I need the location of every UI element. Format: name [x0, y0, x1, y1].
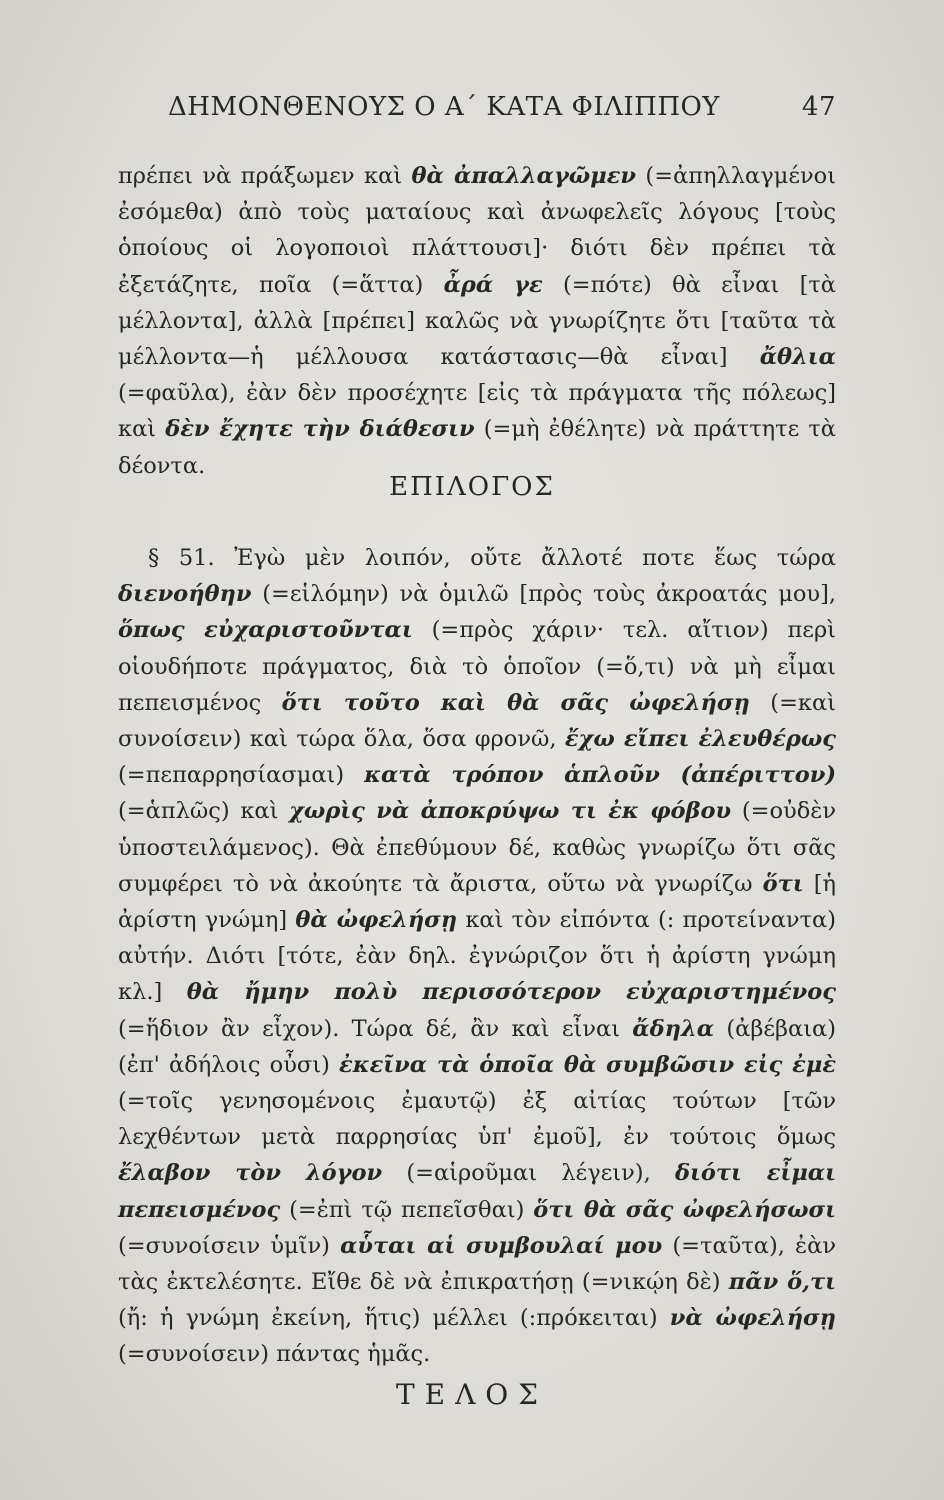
paragraph-2-text: [118, 540, 836, 1373]
page-number: 47: [801, 92, 836, 122]
emphasized-phrase: ἔλαβον τὸν λόγον: [118, 1160, 383, 1187]
text-run: πρέπει νὰ πράξωμεν καὶ: [118, 163, 412, 189]
text-run: (=ἐπὶ τῷ πεπεῖσθαι): [280, 1196, 534, 1223]
text-run: (=ἁπλῶς) καὶ: [118, 798, 290, 825]
text-run: (ἀβέβαια) (ἐπ' ἀδήλοις οὖσι): [118, 1015, 836, 1078]
running-title: ΔΗΜΟΝΘΕΝΟΥΣ Ο Α΄ ΚΑΤΑ ΦΙΛΙΠΠΟΥ: [168, 92, 720, 122]
text-run: § 51. Ἐγὼ μὲν λοιπόν, οὔτε ἄλλοτέ ποτε ἕως τώρα: [148, 545, 836, 571]
emphasized-phrase: κατὰ τρόπον ἁπλοῦν (ἀπέριττον): [364, 762, 837, 789]
emphasized-phrase: διενοήθην: [118, 581, 252, 608]
section-heading-epilogos: ΕΠΙΛΟΓΟΣ: [389, 472, 555, 502]
commentary-paragraph-1: [118, 158, 836, 484]
commentary-paragraph-2: [118, 540, 836, 1373]
text-run: (=οὐδὲν ὑποστειλάμενος). Θὰ ἐπεθύμουν δέ, καθὼς γνωρίζω ὅτι σᾶς συμφέρει τὸ νὰ ἀκούητε τὰ ἄριστα, οὕτω νὰ γνωρίζω: [118, 798, 836, 897]
text-run: (=ἀπηλλαγμένοι ἐσόμεθα) ἀπὸ τοὺς ματαίους καὶ ἀνωφελεῖς λόγους [τοὺς ὁποίους οἱ λογοποιοὶ πλάττουσι]· διότι δὲν πρέπει τὰ ἐξετάζητε, ποῖα (=ἅττα): [118, 163, 837, 298]
emphasized-phrase: ὅτι θὰ σᾶς ὠφελήσωσι: [533, 1196, 836, 1223]
emphasized-phrase: ὅτι: [762, 870, 804, 897]
text-run: (=πεπαρρησίασμαι): [118, 762, 365, 789]
running-header: [168, 92, 836, 132]
text-run: (=αἱροῦμαι λέγειν),: [382, 1160, 675, 1187]
emphasized-phrase: ὅτι τοῦτο καὶ θὰ σᾶς ὠφελήσῃ: [281, 689, 750, 716]
text-run: (=καὶ συνοίσειν) καὶ τώρα ὅλα, ὅσα φρονῶ,: [118, 689, 836, 753]
emphasized-phrase: διότι εἶμαι πεπεισμένος: [118, 1160, 836, 1223]
text-run: (=πρὸς χάριν· τελ. αἴτιον) περὶ οἱουδήποτε πράγματος, διὰ τὸ ὁποῖον (=ὅ,τι) νὰ μὴ εἶμαι πεπεισμένος: [118, 617, 836, 716]
text-run: καὶ τὸν εἰπόντα (: προτείναντα) αὐτήν. Διότι [τότε, ἐὰν δηλ. ἐγνώριζον ὅτι ἡ ἀρίστη γνώμη κλ.]: [118, 907, 836, 1006]
paragraph-1-text: [118, 158, 836, 484]
emphasized-phrase: θὰ ἀπαλλαγῶμεν: [411, 163, 636, 189]
text-run: (=συνοίσειν) πάντας ἡμᾶς.: [118, 1341, 431, 1368]
emphasized-phrase: αὗται αἱ συμβουλαί μου: [340, 1232, 663, 1259]
text-run: (=συνοίσειν ὑμῖν): [118, 1232, 341, 1259]
emphasized-phrase: ἐκεῖνα τὰ ὁποῖα θὰ συμβῶσιν εἰς ἐμὲ: [339, 1051, 836, 1078]
emphasized-phrase: ἄδηλα: [632, 1015, 715, 1042]
text-run: (=φαῦλα), ἐὰν δὲν προσέχητε [εἰς τὰ πράγματα τῆς πόλεως] καὶ: [118, 380, 836, 443]
text-run: [ἡ ἀρίστη γνώμη]: [118, 870, 836, 934]
emphasized-phrase: θὰ ἤμην πολὺ περισσότερον εὐχαριστημένος: [186, 979, 836, 1006]
text-run: (=τοῖς γενησομένοις ἐμαυτῷ) ἐξ αἰτίας τούτων [τῶν λεχθέντων μετὰ παρρησίας ὑπ' ἐμοῦ], ἐν τούτοις ὅμως: [118, 1088, 836, 1151]
emphasized-phrase: πᾶν ὅ,τι: [728, 1269, 836, 1296]
emphasized-phrase: ἔχω εἴπει ἐλευθέρως: [564, 726, 836, 753]
emphasized-phrase: δὲν ἔχητε τὴν διάθεσιν: [165, 416, 475, 443]
text-run: (=μὴ ἐθέλητε) νὰ πράττητε τὰ δέοντα.: [118, 416, 836, 479]
emphasized-phrase: ὅπως εὐχαριστοῦνται: [118, 617, 413, 644]
text-run: (=πότε) θὰ εἶναι [τὰ μέλλοντα], ἀλλὰ [πρέπει] καλῶς νὰ γνωρίζητε ὅτι [ταῦτα τὰ μέλλοντα—ἡ μέλλουσα κατάστασις—θὰ εἶναι]: [118, 271, 836, 371]
text-run: (=ταῦτα), ἐὰν τὰς ἐκτελέσητε. Εἴθε δὲ νὰ ἐπικρατήσῃ (=νικῴη δὲ): [118, 1232, 837, 1296]
emphasized-phrase: ἆρά γε: [443, 271, 543, 298]
emphasized-phrase: νὰ ὠφελήσῃ: [669, 1305, 836, 1332]
text-run: (ἤ: ἡ γνώμη ἐκείνη, ἥτις) μέλλει (:πρόκειται): [118, 1305, 670, 1332]
emphasized-phrase: θὰ ὠφελήσῃ: [295, 907, 458, 934]
emphasized-phrase: χωρὶς νὰ ἀποκρύψω τι ἐκ φόβου: [289, 798, 732, 825]
emphasized-phrase: ἄθλια: [759, 344, 836, 371]
text-run: (=ἥδιον ἂν εἶχον). Τώρα δέ, ἂν καὶ εἶναι: [118, 1015, 633, 1042]
closing-heading-telos: ΤΕΛΟΣ: [395, 1378, 549, 1411]
text-run: (=εἱλόμην) νὰ ὁμιλῶ [πρὸς τοὺς ἀκροατάς μου],: [251, 581, 836, 608]
